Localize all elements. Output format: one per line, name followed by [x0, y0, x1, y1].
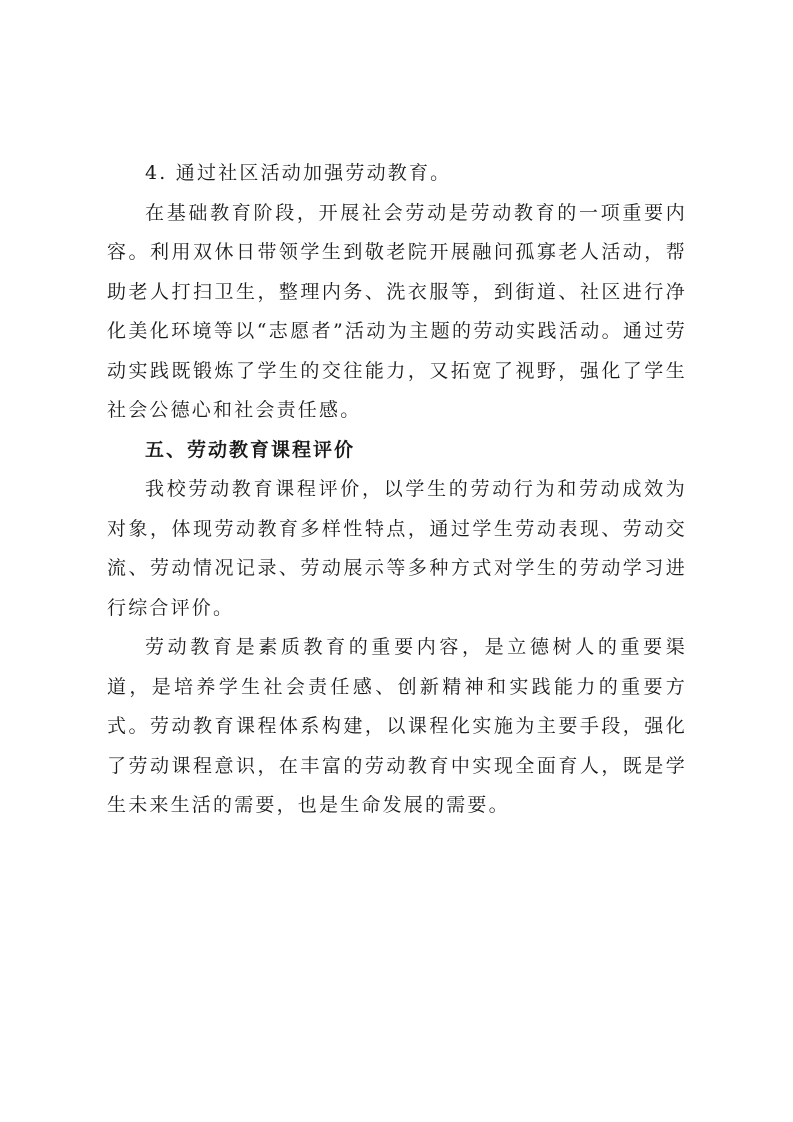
document-body — [107, 154, 687, 826]
paragraph-social-labor: 在基础教育阶段，开展社会劳动是劳动教育的一项重要内容。利用双休日带领学生到敬老院开展融问孤寡老人活动，帮助老人打扫卫生，整理内务、洗衣服等，到街道、社区进行净化美化环境等以“志愿者”活动为主题的劳动实践活动。通过劳动实践既锻炼了学生的交往能力，又拓宽了视野，强化了学生社会公德心和社会责任感。 — [107, 201, 687, 421]
section-heading-evaluation: 五、劳动教育课程评价 — [145, 438, 356, 461]
paragraph-evaluation: 我校劳动教育课程评价，以学生的劳动行为和劳动成效为对象，体现劳动教育多样性特点，通过学生劳动表现、劳动交流、劳动情况记录、劳动展示等多种方式对学生的劳动学习进行综合评价。 — [107, 478, 687, 619]
subheading-community-activities: 4. 通过社区活动加强劳动教育。 — [145, 162, 452, 184]
paragraph-conclusion: 劳动教育是素质教育的重要内容，是立德树人的重要渠道，是培养学生社会责任感、创新精神和实践能力的重要方式。劳动教育课程体系构建，以课程化实施为主要手段，强化了劳动课程意识，在丰富的劳动教育中实现全面育人，既是学生未来生活的需要，也是生命发展的需要。 — [107, 636, 687, 816]
